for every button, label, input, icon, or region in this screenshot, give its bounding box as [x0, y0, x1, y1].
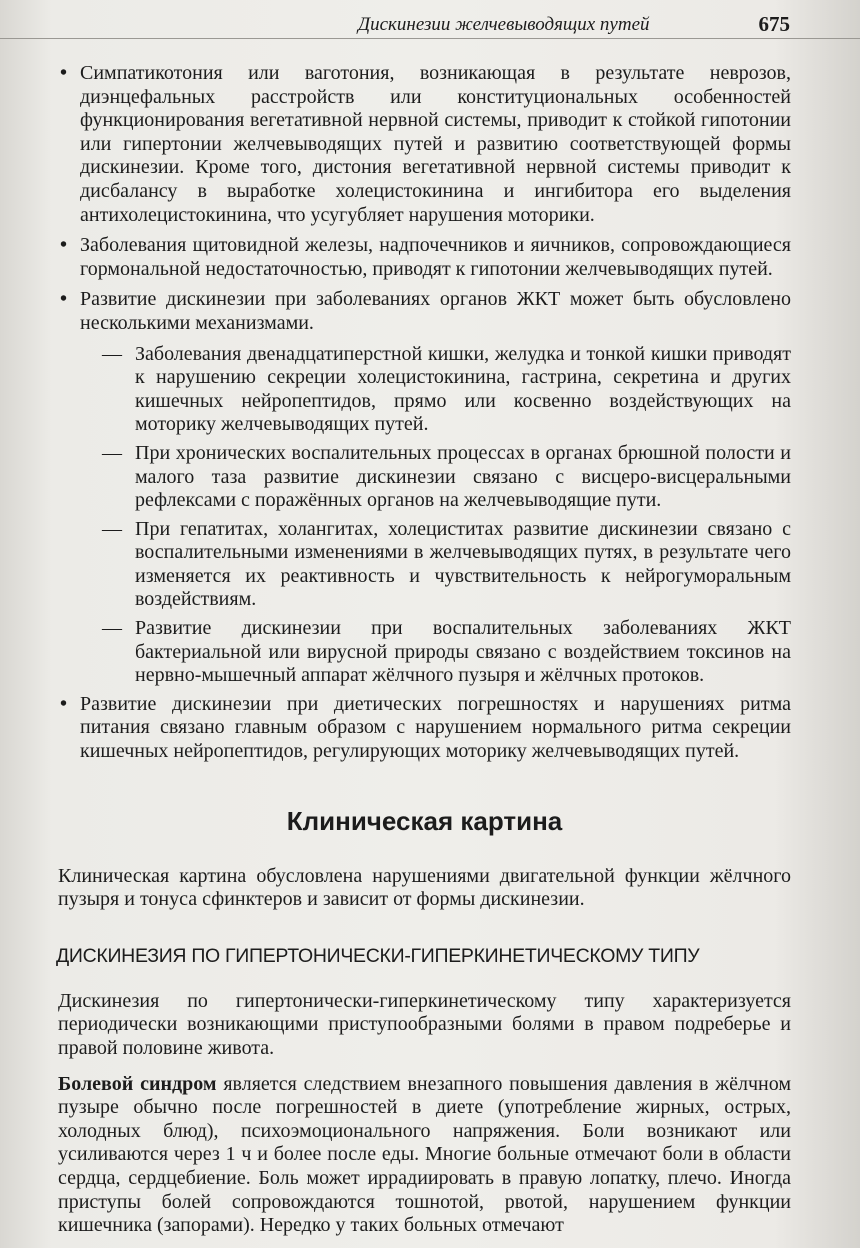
pain-syndrome-paragraph [58, 1073, 791, 1238]
bullet-marker: • [60, 288, 68, 311]
dash-text: При гепатитах, холангитах, холециститах развитие дискинезии связано с воспалительными изменениями в желчевыводящих путях, в результате чего изменяется их реактивность и чувствительность к нейрогуморальным воздействиям. [135, 517, 791, 611]
term-lead: Болевой синдром [58, 1072, 217, 1095]
paragraph-text: является следствием внезапного повышения давления в жёлчном пузыре обычно после погрешностей в диете (употребление жирных, острых, холодных блюд), психоэмоционального напряжения. Боли возникают или усиливаются через 1 ч и более после еды. Многие больные отмечают боли в области сердца, сердцебиение. Боль может иррадиировать в правую лопатку, плечо. Иногда приступы болей сопровождаются тошнотой, рвотой, нарушением функции кишечника (запорами). Нередко у таких больных отмечают [58, 1072, 792, 1237]
bullet-marker: • [60, 62, 68, 84]
bullet-item [58, 62, 791, 227]
dash-item [102, 343, 791, 437]
dash-marker: — [102, 617, 122, 640]
chapter-title: Дискинезии желчевыводящих путей [358, 14, 650, 35]
dash-item [102, 617, 791, 688]
dash-text: Развитие дискинезии при воспалительных заболеваниях ЖКТ бактериальной или вирусной природы связано с воздействием токсинов на нервно-мышечный аппарат жёлчного пузыря и жёлчных протоков. [135, 617, 791, 687]
bullet-marker: • [60, 692, 68, 715]
dash-text: Заболевания двенадцатиперстной кишки, желудка и тонкой кишки приводят к нарушению секреции холецистокинина, гастрина, секретина и других кишечных нейропептидов, прямо или косвенно воздействующих на моторику желчевыводящих путей. [135, 342, 791, 436]
bullet-marker: • [60, 234, 68, 257]
bullet-text: Развитие дискинезии при заболеваниях органов ЖКТ может быть обусловлено несколькими механизмами. [80, 288, 791, 334]
subsection-heading: ДИСКИНЕЗИЯ ПО ГИПЕРТОНИЧЕСКИ-ГИПЕРКИНЕТИЧЕСКОМУ ТИПУ [56, 944, 700, 967]
page-number: 675 [758, 12, 790, 36]
page-content [58, 62, 791, 1248]
bullet-item [58, 693, 791, 764]
bullet-text: Развитие дискинезии при диетических погрешностях и нарушениях ритма питания связано главным образом с нарушением нормального ритма секреции кишечных нейропептидов, регулирующих моторику желчевыводящих путей. [80, 692, 791, 763]
bullet-text: Симпатикотония или ваготония, возникающая в результате неврозов, диэнцефальных расстройств или конституциональных особенностей функционирования вегетативной нервной системы, приводит к стойкой гипотонии или гипертонии желчевыводящих путей и развитию соответствующей формы дискинезии. Кроме того, дистония вегетативной нервной системы приводит к дисбалансу в выработке холецистокинина и ингибитора его выделения антихолецистокинина, что усугубляет нарушения моторики. [80, 62, 791, 226]
dash-text: При хронических воспалительных процессах в органах брюшной полости и малого таза развитие дискинезии связано с висцеро-висцеральными рефлексами с поражённых органов на желчевыводящие пути. [135, 441, 791, 512]
bullet-text: Заболевания щитовидной железы, надпочечников и яичников, сопровождающиеся гормональной недостаточностью, приводят к гипотонии желчевыводящих путей. [80, 234, 791, 280]
dash-item [102, 518, 791, 612]
dash-marker: — [102, 342, 122, 365]
bullet-item [58, 234, 791, 281]
dash-item [102, 442, 791, 513]
section-heading: Клиническая картина [286, 805, 563, 836]
section-intro: Клиническая картина обусловлена нарушениями двигательной функции жёлчного пузыря и тонуса сфинктеров и зависит от формы дискинезии. [58, 864, 791, 911]
bullet-item [58, 288, 791, 335]
subsection-paragraph: Дискинезия по гипертонически-гиперкинетическому типу характеризуется периодически возникающими приступообразными болями в правом подреберье и правой половине живота. [58, 989, 791, 1059]
dash-marker: — [102, 441, 122, 464]
dash-marker: — [102, 517, 122, 540]
running-header [0, 8, 860, 39]
